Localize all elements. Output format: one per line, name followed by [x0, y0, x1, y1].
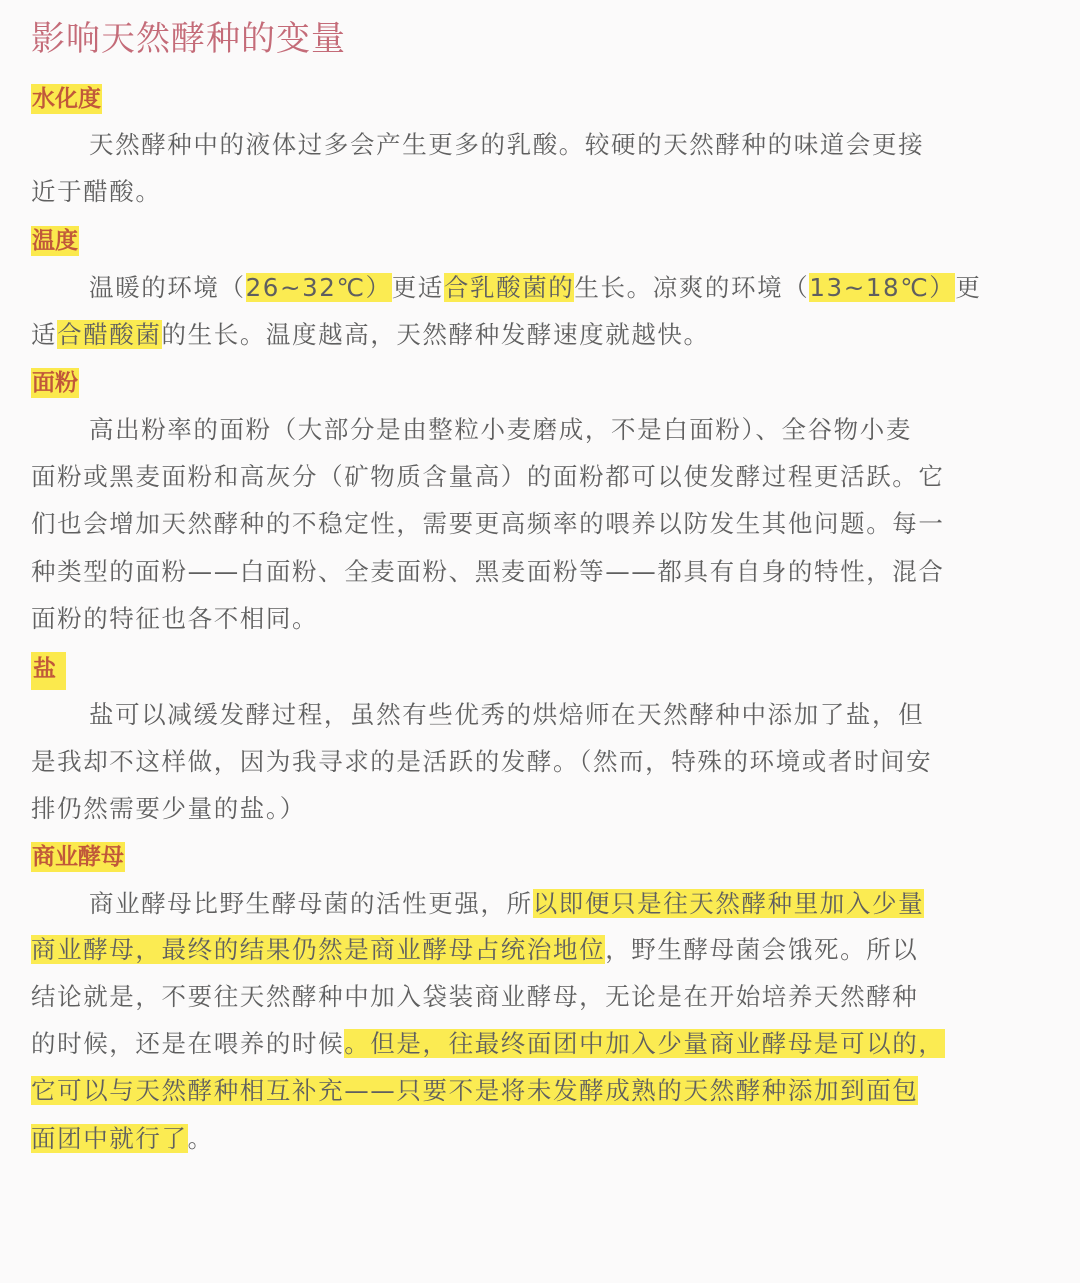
paragraph-line: [31, 1122, 214, 1156]
highlighted-text: 商业酵母，最终的结果仍然是商业酵母占统治地位: [31, 935, 606, 964]
text-span: 排仍然需要少量的盐。）: [31, 794, 306, 823]
paragraph-line: [89, 698, 924, 732]
highlighted-text: 。但是，往最终面团中加入少量商业酵母是可以的，: [344, 1029, 945, 1058]
paragraph-line: [31, 460, 945, 494]
highlighted-text: 合乳酸菌的: [443, 273, 575, 302]
section-heading-hydration: 水化度: [32, 86, 101, 112]
highlighted-text: 面团中就行了: [31, 1124, 188, 1153]
paragraph-line: [31, 1074, 918, 1108]
paragraph-line: [89, 413, 912, 447]
text-span: 近于醋酸。: [31, 177, 162, 206]
highlighted-text: 26~32℃）: [245, 273, 392, 302]
text-span: 温暖的环境（: [89, 273, 246, 302]
paragraph-line: [31, 933, 918, 967]
section-heading-temperature: 温度: [32, 228, 78, 254]
highlighted-text: 它可以与天然酵种相互补充——只要不是将未发酵成熟的天然酵种添加到面包: [31, 1076, 919, 1105]
paragraph-line: [89, 128, 924, 162]
text-span: 天然酵种中的液体过多会产生更多的乳酸。较硬的天然酵种的味道会更接: [89, 130, 925, 159]
section-heading-salt: 盐: [31, 652, 66, 690]
paragraph-line: [31, 507, 945, 541]
text-span: 。: [187, 1124, 214, 1153]
section-heading-commercial-yeast: 商业酵母: [32, 844, 124, 870]
highlighted-text: 合醋酸菌: [57, 320, 162, 349]
text-span: 更适: [391, 273, 444, 302]
paragraph-line: [89, 887, 924, 921]
paragraph-line: [31, 745, 932, 779]
text-span: 商业酵母比野生酵母菌的活性更强，所: [89, 889, 533, 918]
text-span: 适: [31, 320, 58, 349]
text-span: 面粉的特征也各不相同。: [31, 604, 319, 633]
paragraph-line: [31, 602, 318, 636]
text-span: 的生长。温度越高，天然酵种发酵速度就越快。: [161, 320, 710, 349]
text-span: 更: [955, 273, 982, 302]
paragraph-line: [31, 792, 306, 826]
paragraph-line: [31, 318, 710, 352]
paragraph-line: [89, 271, 982, 305]
text-span: 种类型的面粉——白面粉、全麦面粉、黑麦面粉等——都具有自身的特性，混合: [31, 557, 945, 586]
page-title: 影响天然酵种的变量: [31, 19, 346, 59]
paragraph-line: [31, 175, 162, 209]
highlighted-text: 13~18℃）: [809, 273, 956, 302]
text-span: 是我却不这样做，因为我寻求的是活跃的发酵。（然而，特殊的环境或者时间安: [31, 747, 933, 776]
text-span: 生长。凉爽的环境（: [574, 273, 810, 302]
text-span: 高出粉率的面粉（大部分是由整粒小麦磨成，不是白面粉）、全谷物小麦: [89, 415, 912, 444]
text-span: 盐可以减缓发酵过程，虽然有些优秀的烘焙师在天然酵种中添加了盐，但: [89, 700, 925, 729]
paragraph-line: [31, 1027, 945, 1061]
paragraph-line: [31, 555, 945, 589]
text-span: 的时候，还是在喂养的时候: [31, 1029, 345, 1058]
paragraph-line: [31, 980, 918, 1014]
text-span: 结论就是，不要往天然酵种中加入袋装商业酵母，无论是在开始培养天然酵种: [31, 982, 919, 1011]
text-span: ，野生酵母菌会饿死。所以: [605, 935, 919, 964]
text-span: 们也会增加天然酵种的不稳定性，需要更高频率的喂养以防发生其他问题。每一: [31, 509, 945, 538]
text-span: 面粉或黑麦面粉和高灰分（矿物质含量高）的面粉都可以使发酵过程更活跃。它: [31, 462, 945, 491]
highlighted-text: 以即便只是往天然酵种里加入少量: [532, 889, 925, 918]
section-heading-flour: 面粉: [32, 370, 78, 396]
